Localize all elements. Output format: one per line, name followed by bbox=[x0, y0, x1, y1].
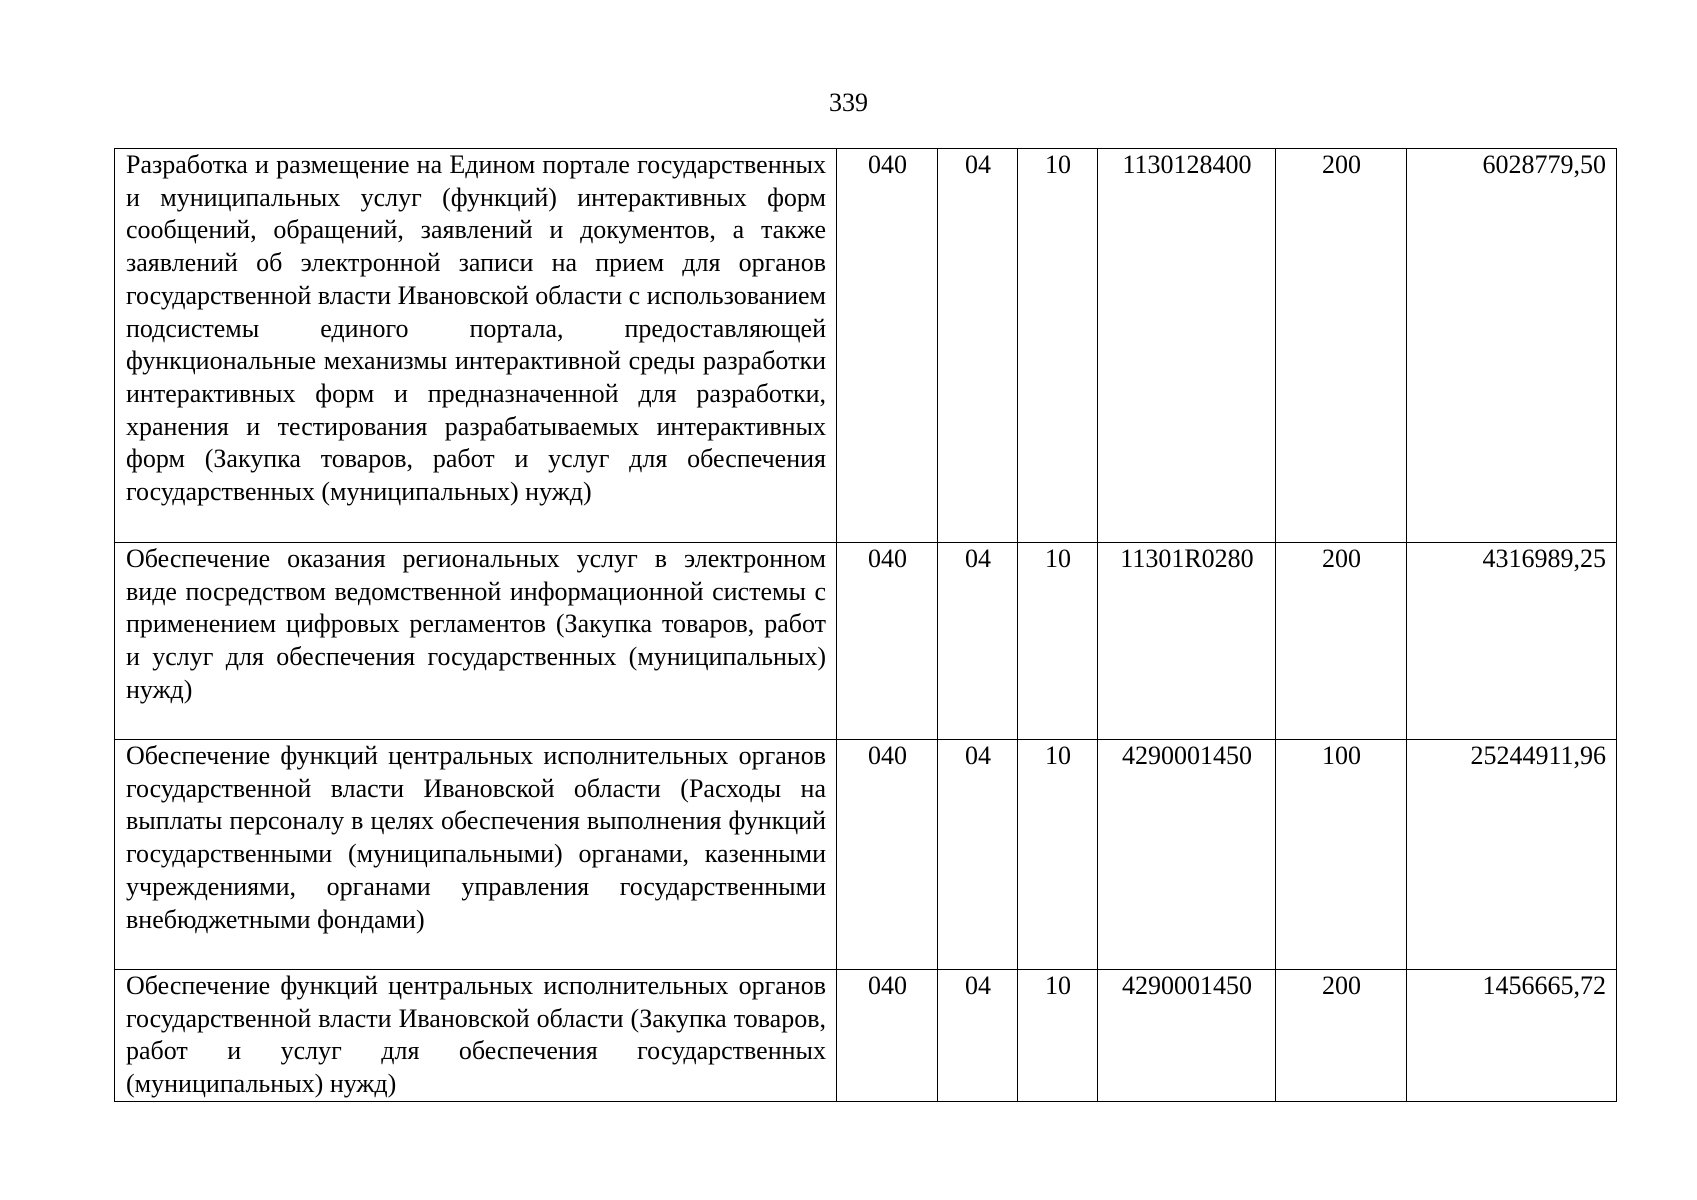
expense-type-code: 200 bbox=[1276, 149, 1407, 543]
page-number: 339 bbox=[829, 88, 868, 117]
section-code: 04 bbox=[938, 970, 1018, 1102]
amount: 6028779,50 bbox=[1407, 149, 1617, 543]
expense-description: Обеспечение функций центральных исполнительных органов государственной власти Ивановской области (Закупка товаров, работ и услуг для обеспечения государственных (муниципальных) нужд) bbox=[115, 970, 837, 1102]
ministry-code: 040 bbox=[837, 970, 938, 1102]
expense-description: Обеспечение оказания региональных услуг в электронном виде посредством ведомственной информационной системы с применением цифровых регламентов (Закупка товаров, работ и услуг для обеспечения государственных (муниципальных) нужд) bbox=[115, 543, 837, 740]
amount: 25244911,96 bbox=[1407, 740, 1617, 970]
table-row bbox=[115, 149, 1617, 543]
subsection-code: 10 bbox=[1018, 543, 1098, 740]
section-code: 04 bbox=[938, 149, 1018, 543]
target-article-code: 4290001450 bbox=[1098, 740, 1276, 970]
table-row bbox=[115, 740, 1617, 970]
budget-table bbox=[114, 148, 1617, 1102]
section-code: 04 bbox=[938, 740, 1018, 970]
expense-type-code: 200 bbox=[1276, 543, 1407, 740]
amount: 1456665,72 bbox=[1407, 970, 1617, 1102]
target-article-code: 1130128400 bbox=[1098, 149, 1276, 543]
section-code: 04 bbox=[938, 543, 1018, 740]
expense-type-code: 100 bbox=[1276, 740, 1407, 970]
table-row bbox=[115, 970, 1617, 1102]
expense-description: Обеспечение функций центральных исполнительных органов государственной власти Ивановской области (Расходы на выплаты персоналу в целях обеспечения выполнения функций государственными (муниципальными) органами, казенными учреждениями, органами управления государственными внебюджетными фондами) bbox=[115, 740, 837, 970]
ministry-code: 040 bbox=[837, 543, 938, 740]
subsection-code: 10 bbox=[1018, 149, 1098, 543]
ministry-code: 040 bbox=[837, 740, 938, 970]
amount: 4316989,25 bbox=[1407, 543, 1617, 740]
subsection-code: 10 bbox=[1018, 740, 1098, 970]
expense-type-code: 200 bbox=[1276, 970, 1407, 1102]
expense-description: Разработка и размещение на Едином портале государственных и муниципальных услуг (функций) интерактивных форм сообщений, обращений, заявлений и документов, а также заявлений об электронной записи на прием для органов государственной власти Ивановской области с использованием подсистемы единого портала, предоставляющей функциональные механизмы интерактивной среды разработки интерактивных форм и предназначенной для разработки, хранения и тестирования разрабатываемых интерактивных форм (Закупка товаров, работ и услуг для обеспечения государственных (муниципальных) нужд) bbox=[115, 149, 837, 543]
table-row bbox=[115, 543, 1617, 740]
ministry-code: 040 bbox=[837, 149, 938, 543]
target-article-code: 4290001450 bbox=[1098, 970, 1276, 1102]
subsection-code: 10 bbox=[1018, 970, 1098, 1102]
target-article-code: 11301R0280 bbox=[1098, 543, 1276, 740]
